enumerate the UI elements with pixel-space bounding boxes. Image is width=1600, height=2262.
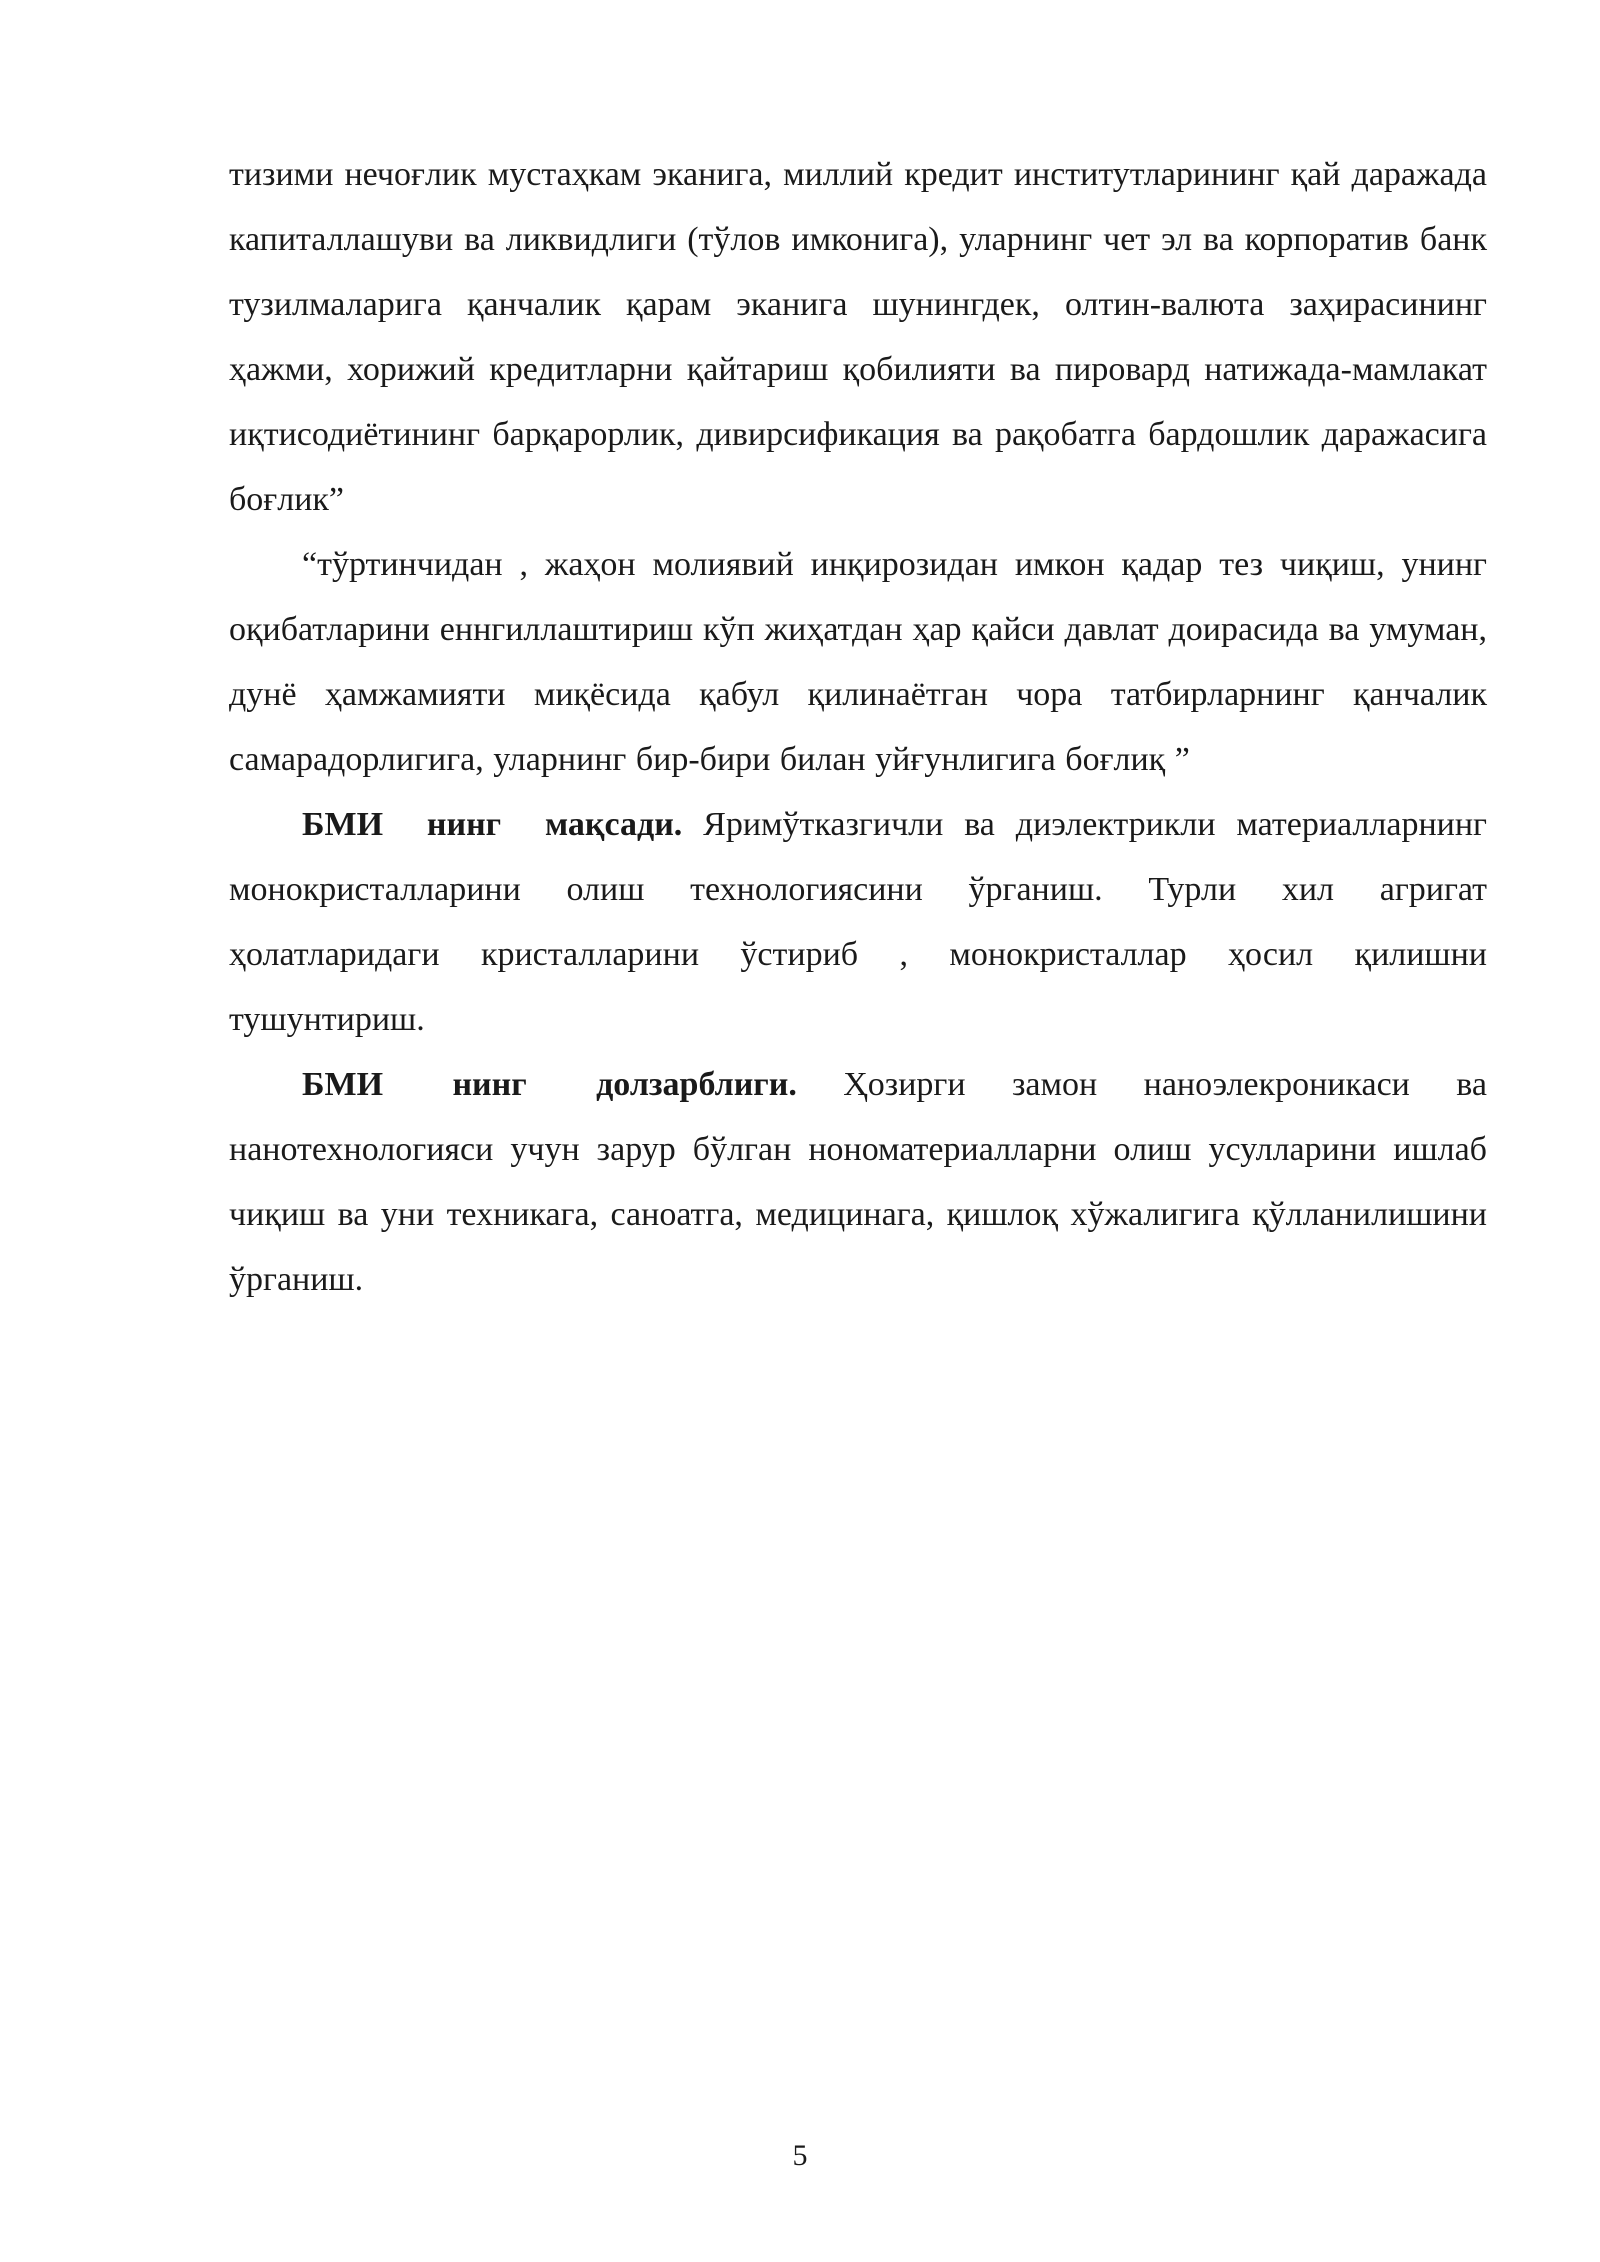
relevance-heading: БМИ нинг долзарблиги. xyxy=(302,1066,797,1103)
paragraph-text: тизими нечоғлик мустаҳкам эканига, миллий кредит институтларининг қай даражада капиталлашуви ва ликвидлиги (тўлов имконига), уларнинг чет эл ва корпоратив банк тузилмаларига қанчалик қарам эканига шунингдек, олтин-валюта заҳирасининг ҳажми, хорижий кредитларни қайтариш қобилияти ва пировард натижада-мамлакат иқтисодиётининг барқарорлик, дивирсификация ва рақобатга бардошлик даражасига боғлик” xyxy=(229,156,1487,518)
paragraph-goal xyxy=(229,792,1487,1052)
page-number: 5 xyxy=(792,2139,808,2172)
goal-heading: БМИ нинг мақсади. xyxy=(302,806,683,843)
paragraph-text: Ҳозирги замон наноэлекроникаси ва нанотехнологияси учун зарур бўлган нономатериалларни олиш усулларини ишлаб чиқиш ва уни техникага, саноатга, медицинага, қишлоқ хўжалигига қўлланилишини ўрганиш. xyxy=(229,1066,1487,1298)
paragraph-text: Яримўтказгичли ва диэлектрикли материалларнинг монокристалларини олиш технологиясини ўрганиш. Турли хил агригат ҳолатларидаги кристалларини ўстириб , монокристаллар ҳосил қилишни тушунтириш. xyxy=(229,806,1487,1038)
paragraph-relevance xyxy=(229,1052,1487,1312)
paragraph-quote-fourth xyxy=(229,532,1487,792)
paragraph-text: “тўртинчидан , жаҳон молиявий инқирозидан имкон қадар тез чиқиш, унинг оқибатларини еннгиллаштириш кўп жиҳатдан ҳар қайси давлат доирасида ва умуман, дунё ҳамжамияти миқёсида қабул қилинаётган чора татбирларнинг қанчалик самарадорлигига, уларнинг бир-бири билан уйғунлигига боғлиқ ” xyxy=(229,546,1487,778)
body-text xyxy=(229,142,1487,1312)
paragraph-continuation xyxy=(229,142,1487,532)
